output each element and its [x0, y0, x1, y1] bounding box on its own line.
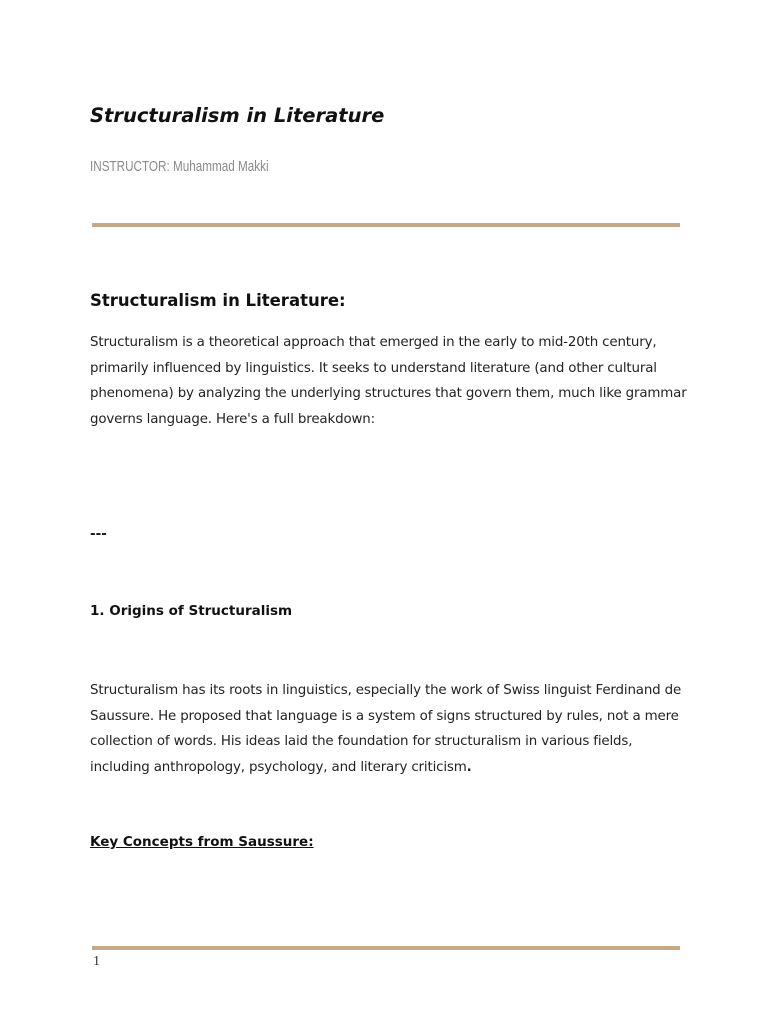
origins-paragraph	[90, 678, 690, 780]
origins-paragraph-period: .	[466, 759, 472, 775]
footer-divider	[92, 946, 680, 950]
header-divider	[92, 223, 680, 227]
page-number: 1	[93, 954, 100, 969]
separator-dashes: ---	[90, 526, 107, 542]
intro-paragraph: Structuralism is a theoretical approach that emerged in the early to mid-20th century, primarily influenced by linguistics. It seeks to understand literature (and other cultural phenomena) by analyzing the underlying structures that govern them, much like grammar governs language. Here's a full breakdown:	[90, 335, 687, 427]
origins-heading: 1. Origins of Structuralism	[90, 603, 293, 619]
instructor-line: INSTRUCTOR: Muhammad Makki	[90, 158, 269, 175]
document-title: Structuralism in Literature	[90, 104, 385, 127]
origins-paragraph-text: Structuralism has its roots in linguistics, especially the work of Swiss linguist Ferdinand de Saussure. He proposed that language is a system of signs structured by rules, not a mere collection of words. His ideas laid the foundation for structuralism in various fields, including anthropology, psychology, and literary criticism	[90, 683, 682, 775]
section-heading: Structuralism in Literature:	[90, 291, 346, 310]
key-concepts-heading: Key Concepts from Saussure:	[90, 834, 314, 850]
